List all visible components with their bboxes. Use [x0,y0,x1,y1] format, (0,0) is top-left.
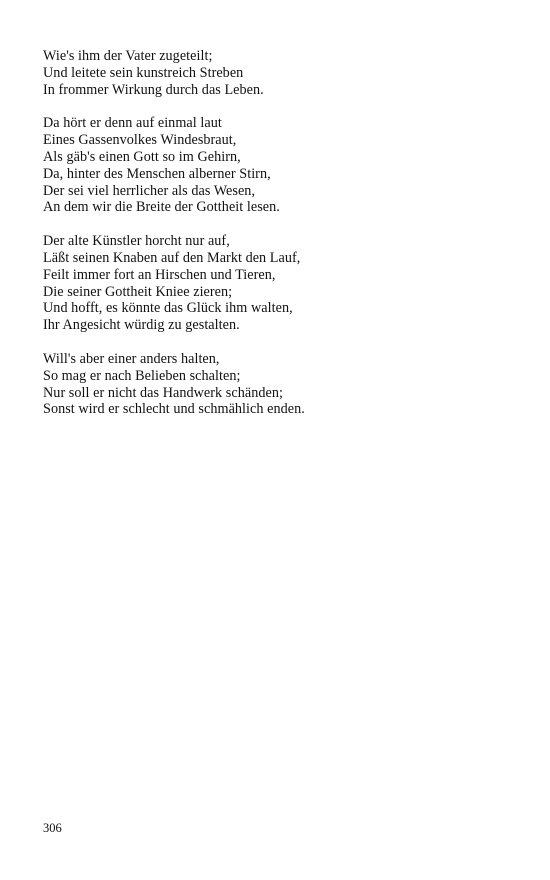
stanza-3 [43,233,513,334]
poem-line: Ihr Angesicht würdig zu gestalten. [43,317,240,334]
poem-line: Der sei viel herrlicher als das Wesen, [43,182,256,199]
stanza-4 [43,351,513,418]
poem-line: Sonst wird er schlecht und schmählich enden. [43,401,305,418]
page-number: 306 [43,821,62,835]
poem-line: Und leitete sein kunstreich Streben [43,64,244,81]
poem-line: Eines Gassenvolkes Windesbraut, [43,132,237,149]
poem-line: Wie's ihm der Vater zugeteilt; [43,48,213,64]
stanza-1 [43,48,513,98]
poem-line: Nur soll er nicht das Handwerk schänden; [43,384,283,401]
poem-line: Läßt seinen Knaben auf den Markt den Lauf, [43,249,301,266]
poem-line: Da hört er denn auf einmal laut [43,115,222,132]
poem-line: Und hofft, es könnte das Glück ihm walten, [43,300,293,317]
poem-body [43,48,513,435]
poem-line: So mag er nach Belieben schalten; [43,367,241,384]
poem-line: Da, hinter des Menschen alberner Stirn, [43,165,271,182]
poem-line: An dem wir die Breite der Gottheit lesen. [43,199,280,216]
poem-line: Will's aber einer anders halten, [43,350,220,367]
stanza-2 [43,115,513,216]
poem-line: Feilt immer fort an Hirschen und Tieren, [43,266,276,283]
poem-line: Als gäb's einen Gott so im Gehirn, [43,148,241,165]
poem-line: In frommer Wirkung durch das Leben. [43,81,264,98]
poem-line: Die seiner Gottheit Kniee zieren; [43,283,233,300]
poem-line: Der alte Künstler horcht nur auf, [43,233,230,250]
